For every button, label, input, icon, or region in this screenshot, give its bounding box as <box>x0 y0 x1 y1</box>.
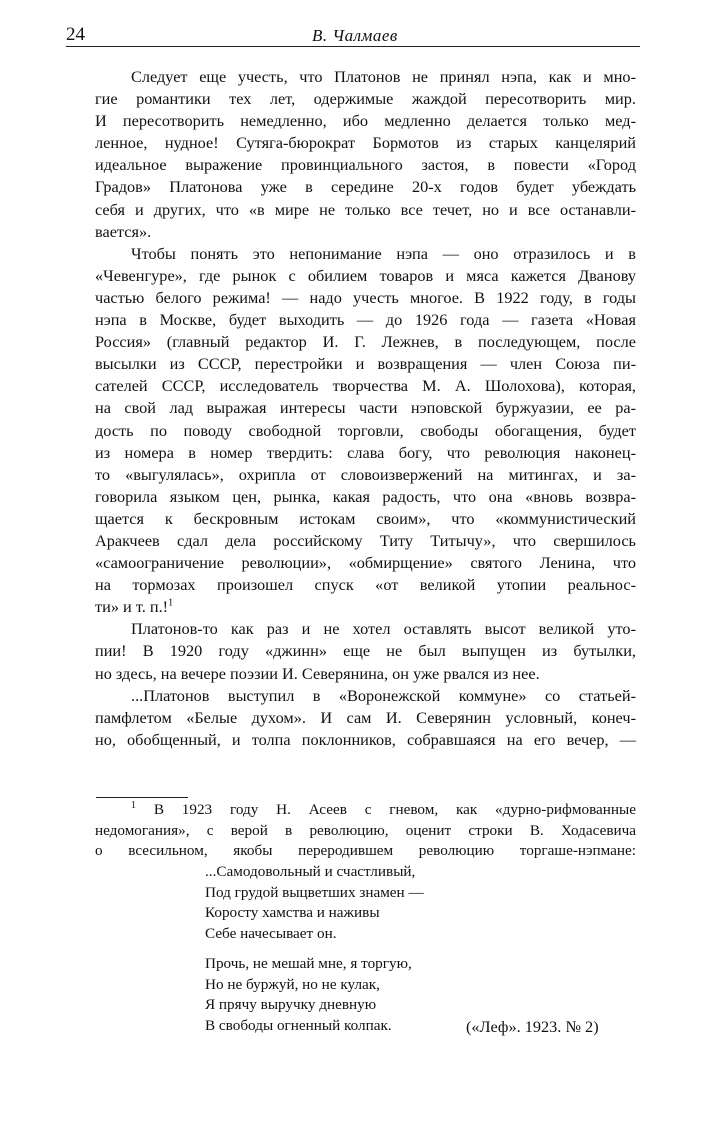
paragraph-1 <box>95 66 636 243</box>
poem-line: ...Самодовольный и счастливый, <box>205 863 416 880</box>
poem-line: Но не буржуй, но не кулак, <box>205 975 380 993</box>
poem-line: Себе начесывает он. <box>205 924 337 942</box>
paragraph-3 <box>95 618 636 684</box>
running-head: В. Чалмаев <box>312 26 398 45</box>
text-line: высылки из СССР, перестройки и возвращения — член Союза пи- <box>95 354 636 374</box>
text-line: то «выгулялась», охрипла от словоизвержений на митингах, и за- <box>95 464 636 484</box>
text-line: сателей СССР, исследователь творчества М. А. Шолохова), которая, <box>95 376 636 396</box>
footnote-line: недомогания», с верой в революцию, оценит строки В. Ходасевича <box>95 821 636 839</box>
poem-line: Коросту хамства и наживы <box>205 904 380 922</box>
text-line: ленное, нудное! Сутяга-бюрократ Бормотов из старых канцелярий <box>95 133 636 153</box>
text-line <box>95 596 636 618</box>
text-line: Следует еще учесть, что Платонов не принял нэпа, как и мно- <box>131 67 636 86</box>
text-line: Чтобы понять это непонимание нэпа — оно отразилось и в <box>131 243 636 263</box>
poem-line: В свободы огненный колпак. <box>205 1016 392 1034</box>
body-text <box>95 66 636 751</box>
text-line: ...Платонов выступил в «Воронежской коммуне» со статьей- <box>131 685 636 705</box>
text-line: но, обобщенный, и толпа поклонников, собравшаяся на его вечер, — <box>95 729 636 749</box>
text-line: щается к бескровным истокам своим», что «коммунистический <box>95 508 636 528</box>
text-line: дость по поводу свободной торговли, свободы обогащения, будет <box>95 420 636 440</box>
text-line: говорила языком цен, рынка, какая радость, что она «вновь возвра- <box>95 486 636 506</box>
text-line: Россия» (главный редактор И. Г. Лежнев, в последующем, после <box>95 332 636 352</box>
footnote-rule <box>96 797 188 798</box>
text-line: на тормозах произошел спуск «от великой утопии реальнос- <box>95 575 636 595</box>
text-line: памфлетом «Белые духом». И сам И. Северянин условный, конеч- <box>95 707 636 727</box>
text-line: нэпа в Москве, будет выходить — до 1926 года — газета «Новая <box>95 310 636 330</box>
text-line: Платонов-то как раз и не хотел оставлять высот великой уто- <box>131 619 636 639</box>
text-line: Аракчеев сдал дела российскому Титу Титычу», что свершилось <box>95 530 636 550</box>
text-line: идеальное выражение провинциального застоя, в повести «Город <box>95 155 636 175</box>
text-line: себя и других, что «в мире не только все течет, но и все останавли- <box>95 199 636 219</box>
page-number: 24 <box>66 24 85 45</box>
text-line: из номера в номер твердить: слава богу, что революция наконец- <box>95 442 636 462</box>
poem-line: Я прячу выручку дневную <box>205 996 377 1014</box>
text-line: частью белого режима! — надо учесть многое. В 1922 году, в годы <box>95 287 636 307</box>
footnote-line-text: В 1923 году Н. Асеев с гневом, как «дурно-рифмованные <box>153 801 637 818</box>
text-line: «самоограничение революции», «обмирщение» святого Ленина, что <box>95 553 636 573</box>
text-line: И пересотворить немедленно, ибо медленно делается только мед- <box>95 111 636 131</box>
text-line-content: ти» и т. п.! <box>95 597 169 617</box>
text-line: пии! В 1920 году «джинн» еще не был выпущен из бутылки, <box>95 641 636 661</box>
text-line: «Чевенгуре», где рынок с обилием товаров и мяса кажется Дванову <box>95 265 636 285</box>
footnote-mark: 1 <box>131 799 136 811</box>
source-citation: («Леф». 1923. № 2) <box>466 1017 599 1036</box>
text-line: но здесь, на вечере поэзии И. Северянина, он уже рвался из нее. <box>95 663 540 683</box>
header-rule <box>66 46 640 47</box>
text-line: на свой лад выражая интересы части нэповской буржуазии, ее ра- <box>95 398 636 418</box>
footnote-line: о всесильном, якобы переродившем революцию торгаше-нэпмане: <box>95 842 636 860</box>
paragraph-4 <box>95 685 636 751</box>
text-line: гие романтики тех лет, одержимые жаждой пересотворить мир. <box>95 89 636 109</box>
text-line: вается». <box>95 221 152 241</box>
poem-line: Прочь, не мешай мне, я торгую, <box>205 955 412 972</box>
footnote-line <box>95 800 636 821</box>
footnote-reference[interactable]: 1 <box>168 597 174 609</box>
paragraph-2 <box>95 243 636 619</box>
poem-line: Под грудой выцветших знамен — <box>205 883 424 901</box>
footnote <box>95 800 636 862</box>
text-line: Градов» Платонова уже в середине 20-х годов будет убеждать <box>95 177 636 197</box>
poem-stanza-1 <box>205 862 585 944</box>
